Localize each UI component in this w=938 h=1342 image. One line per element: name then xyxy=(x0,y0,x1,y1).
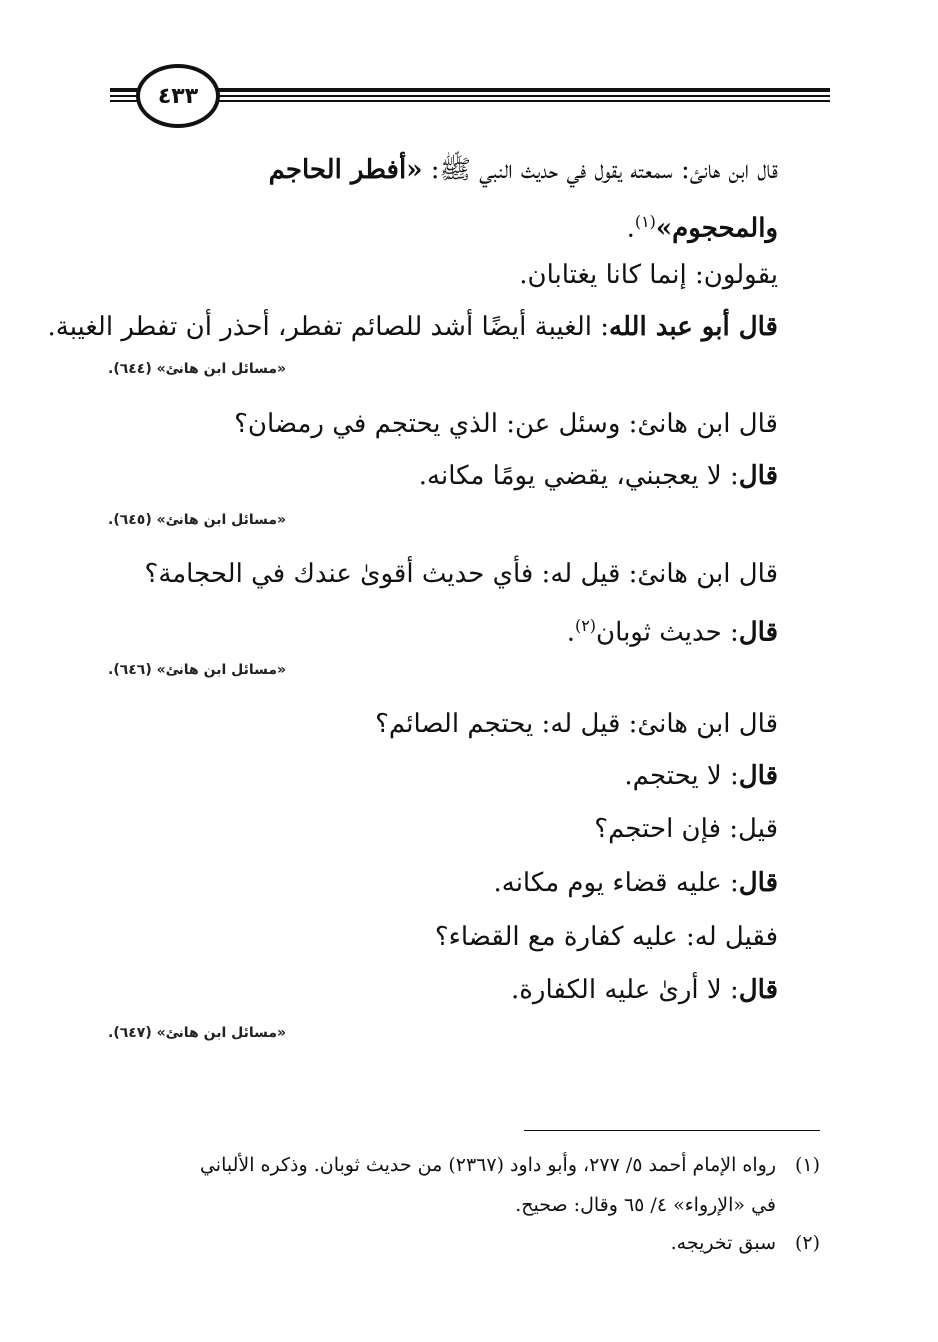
footnote-text: سبق تخريجه. xyxy=(670,1232,776,1254)
text-span: قال ابن هانئ: قيل له: يحتجم الصائم؟ xyxy=(375,709,778,739)
text-line xyxy=(47,310,778,344)
text-span: قال xyxy=(738,617,778,648)
footnote-number: (١) xyxy=(794,1154,820,1176)
text-span: : الغيبة أيضًا أشد للصائم تفطر، أحذر أن تفطر الغيبة. xyxy=(47,312,609,342)
text-span: . xyxy=(566,617,575,648)
text-span: قال xyxy=(738,461,778,491)
footnote xyxy=(108,1152,820,1178)
text-line xyxy=(493,866,778,900)
text-span: : لا أرىٰ عليه الكفارة. xyxy=(511,975,739,1005)
text-line xyxy=(108,153,778,187)
text-span: قال xyxy=(738,975,778,1005)
text-span: يقولون: إنما كانا يغتابان. xyxy=(519,260,778,290)
footnote-text: رواه الإمام أحمد ٥/ ٢٧٧، وأبو داود (٢٣٦٧) من حديث ثوبان. وذكره الألباني xyxy=(199,1154,776,1176)
source-citation: «مسائل ابن هانئ» (٦٤٧). xyxy=(108,1025,287,1041)
page-number-badge xyxy=(136,64,220,128)
footnote-marker[interactable]: (١) xyxy=(634,212,656,231)
footnote-continuation: في «الإرواء» ٤/ ٦٥ وقال: صحيح. xyxy=(515,1194,776,1216)
text-line xyxy=(511,973,778,1007)
footnote xyxy=(671,1230,820,1256)
text-line xyxy=(519,258,778,292)
text-line xyxy=(627,205,778,246)
text-span: قال ابن هانئ: وسئل عن: الذي يحتجم في رمضان؟ xyxy=(234,409,778,439)
text-line xyxy=(234,407,778,441)
text-span: والمحجوم» xyxy=(655,213,778,244)
text-span: : عليه قضاء يوم مكانه. xyxy=(493,868,739,898)
text-span: فقيل له: عليه كفارة مع القضاء؟ xyxy=(434,922,778,952)
text-span: «أفطر الحاجم xyxy=(268,155,423,185)
text-line xyxy=(567,609,778,650)
text-line xyxy=(145,557,778,591)
source-citation: «مسائل ابن هانئ» (٦٤٥). xyxy=(108,512,287,528)
source-citation: «مسائل ابن هانئ» (٦٤٤). xyxy=(108,361,287,377)
page-number: ٤٣٣ xyxy=(157,83,199,109)
text-span: : لا يحتجم. xyxy=(624,761,739,791)
text-line xyxy=(594,812,778,846)
text-span: قال ابن هانئ: سمعته يقول في حديث النبي ﷺ: xyxy=(422,155,778,185)
text-line xyxy=(419,459,778,493)
text-line xyxy=(624,759,778,793)
page-header xyxy=(0,0,938,140)
text-line xyxy=(375,707,778,741)
source-citation: «مسائل ابن هانئ» (٦٤٦). xyxy=(108,662,287,678)
text-span: . xyxy=(626,213,635,244)
text-span: : لا يعجبني، يقضي يومًا مكانه. xyxy=(418,461,739,491)
text-span: : حديث ثوبان xyxy=(596,617,739,648)
text-span: قال xyxy=(738,868,778,898)
text-span: قيل: فإن احتجم؟ xyxy=(594,814,778,844)
footnote-number: (٢) xyxy=(794,1232,820,1254)
text-span: قال xyxy=(738,761,778,791)
text-line xyxy=(435,920,778,954)
footnote-separator xyxy=(524,1130,820,1131)
footnote-marker[interactable]: (٢) xyxy=(574,616,597,635)
text-span: قال ابن هانئ: قيل له: فأي حديث أقوىٰ عندك في الحجامة؟ xyxy=(144,559,778,589)
text-span: قال أبو عبد الله xyxy=(609,312,778,342)
